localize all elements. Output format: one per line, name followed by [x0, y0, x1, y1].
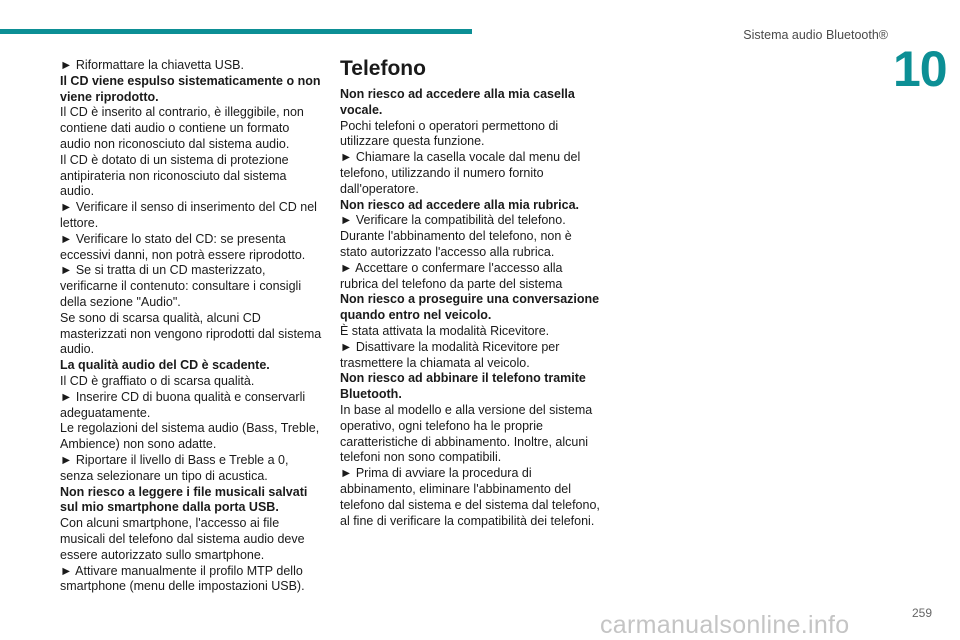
text-line: ► Verificare il senso di inserimento del CD nel lettore. — [60, 200, 317, 230]
question-heading: La qualità audio del CD è scadente. — [60, 358, 270, 373]
question-heading: Non riesco ad abbinare il telefono tramite Bluetooth. — [340, 371, 586, 402]
text-line: Pochi telefoni o operatori permettono di utilizzare questa funzione. — [340, 118, 559, 149]
text-line: È stata attivata la modalità Ricevitore. — [340, 323, 550, 338]
text-line: Le regolazioni del sistema audio (Bass, Treble, Ambience) non sono adatte. — [60, 421, 320, 452]
text-line: Durante l'abbinamento del telefono, non è stato autorizzato l'accesso alla rubrica. — [340, 229, 572, 259]
text-line: ► Verificare la compatibilità del telefono. — [340, 213, 566, 228]
text-line: ► Riformattare la chiavetta USB. — [60, 58, 244, 72]
question-heading: Non riesco a leggere i file musicali salvati sul mio smartphone dalla porta USB. — [60, 484, 308, 515]
right-column — [340, 57, 602, 529]
question-heading: Non riesco ad accedere alla mia rubrica. — [340, 197, 580, 212]
section-title: Sistema audio Bluetooth® — [743, 28, 888, 42]
section-heading: Telefono — [340, 57, 426, 80]
text-line: ► Accettare o confermare l'accesso alla rubrica del telefono da parte del sistema — [340, 260, 563, 291]
watermark: carmanualsonline.info — [600, 611, 850, 639]
question-heading: Il CD viene espulso sistematicamente o non viene riprodotto. — [60, 73, 321, 104]
question-heading: Non riesco ad accedere alla mia casella vocale. — [340, 87, 575, 117]
text-line: In base al modello e alla versione del sistema operativo, ogni telefono ha le proprie caratteristiche di abbinamento. Inoltre, alcuni telefoni non sono compatibili. — [340, 402, 593, 465]
chapter-number: 10 — [893, 41, 947, 97]
left-column — [60, 58, 322, 595]
text-line: ► Chiamare la casella vocale dal menu del telefono, utilizzando il numero fornito dall'operatore. — [340, 150, 581, 196]
text-line: ► Disattivare la modalità Ricevitore per trasmettere la chiamata al veicolo. — [340, 339, 560, 370]
page-number: 259 — [912, 606, 933, 620]
header-accent-bar — [0, 29, 472, 34]
text-line: ► Inserire CD di buona qualità e conservarli adeguatamente. — [60, 389, 306, 420]
text-line: Se sono di scarsa qualità, alcuni CD masterizzati non vengono riprodotti dal sistema audio. — [60, 310, 322, 357]
question-heading: Non riesco a proseguire una conversazione quando entro nel veicolo. — [340, 292, 600, 323]
text-line: ► Riportare il livello di Bass e Treble a 0, senza selezionare un tipo di acustica. — [60, 452, 289, 483]
text-line: Con alcuni smartphone, l'accesso ai file musicali del telefono dal sistema audio deve essere autorizzato sullo smartphone. — [60, 516, 305, 562]
text-line: Il CD è dotato di un sistema di protezione antipirateria non riconosciuto dal sistema audio. — [60, 152, 289, 199]
text-line: Il CD è inserito al contrario, è illeggibile, non contiene dati audio o contiene un formato audio non riconosciuto dal sistema audio. — [60, 105, 304, 151]
text-line: ► Prima di avviare la procedura di abbinamento, eliminare l'abbinamento del telefono dal sistema e del sistema dal telefono, al fine di verificare la compatibilità dei telefoni. — [340, 466, 600, 528]
right-column-body — [340, 87, 602, 529]
text-line: ► Se si tratta di un CD masterizzato, verificarne il contenuto: consultare i consigli della sezione "Audio". — [60, 263, 302, 309]
text-line: ► Attivare manualmente il profilo MTP dello smartphone (menu delle impostazioni USB). — [60, 563, 305, 594]
text-line: Il CD è graffiato o di scarsa qualità. — [60, 373, 255, 388]
text-line: ► Verificare lo stato del CD: se presenta eccessivi danni, non potrà essere riprodotto. — [60, 231, 306, 262]
